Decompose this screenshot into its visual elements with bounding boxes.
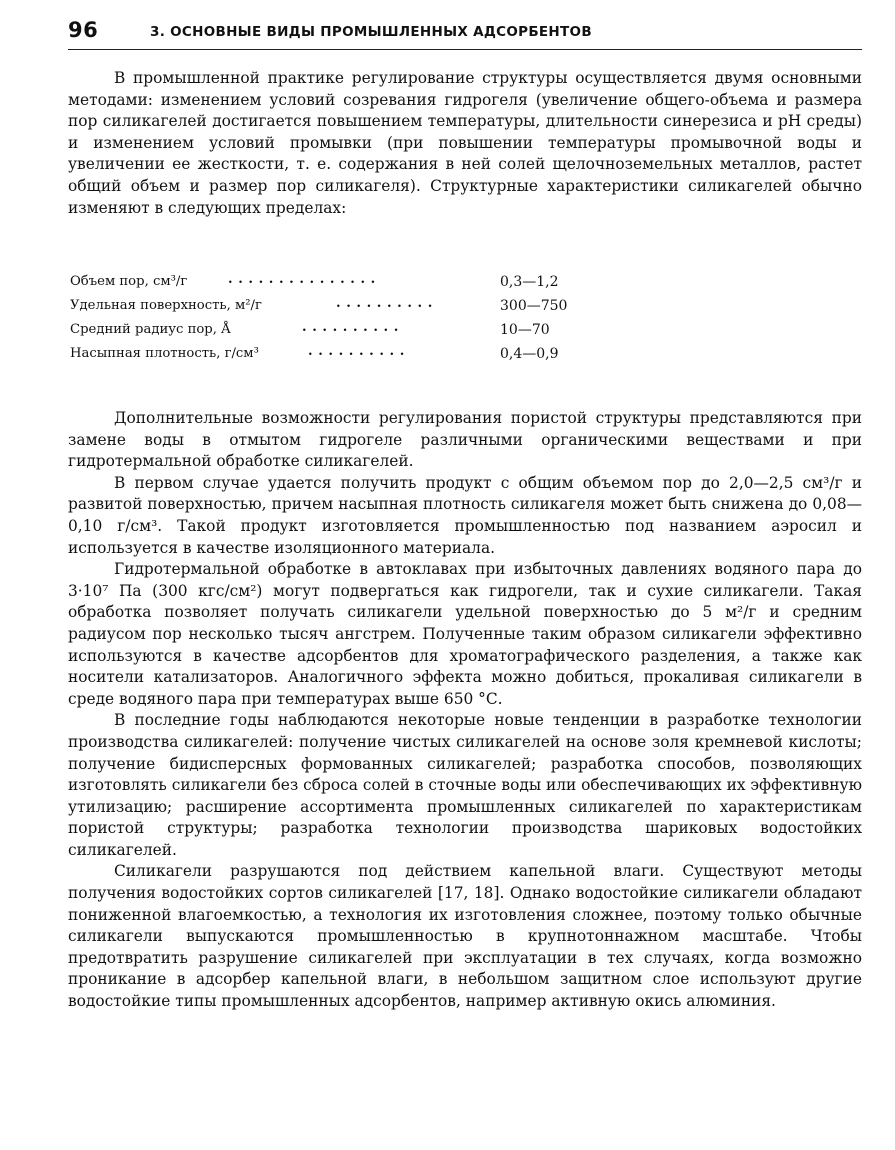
paragraph: В первом случае удается получить продукт с общим объемом пор до 2,0—2,5 см³/г и развитой поверхностью, причем насыпная плотность силикагеля может быть снижена до 0,08—0,10 г/см³. Такой продукт изготовляется промышленностью под названием аэросил и используется в качестве изоляционного материала. xyxy=(68,473,862,557)
page-number: 96 xyxy=(68,18,99,42)
dot-leader: .......... xyxy=(302,320,404,335)
running-head: 3. ОСНОВНЫЕ ВИДЫ ПРОМЫШЛЕННЫХ АДСОРБЕНТОВ xyxy=(150,24,592,40)
paragraph: Гидротермальной обработке в автоклавах при избыточных давлениях водяного пара до 3·10⁷ Па (300 кгс/см²) могут подвергаться как гидрогели, так и сухие силикагели. Такая обработка позволяет получать силикагели удельной поверхностью до 5 м²/г и средним радиусом пор несколько тысяч ангстрем. Полученные таким образом силикагели эффективно используются в качестве адсорбентов для хроматографического разделения, а также как носители катализаторов. Аналогичного эффекта можно добиться, прокаливая силикагели в среде водяного пара при температурах выше 650 °С. xyxy=(68,560,862,708)
page-header xyxy=(68,18,862,48)
text-block-top xyxy=(68,68,862,219)
spec-row xyxy=(70,298,630,322)
dot-leader: ............... xyxy=(228,272,381,287)
paragraph: Дополнительные возможности регулирования пористой структуры представляются при замене воды в отмытом гидрогеле различными органическими веществами и при гидротермальной обработке силикагелей. xyxy=(68,409,862,471)
structure-characteristics-table xyxy=(70,274,630,370)
spec-label: Удельная поверхность, м²/г xyxy=(70,298,262,313)
text-block-bottom xyxy=(68,408,862,1013)
spec-value: 0,3—1,2 xyxy=(500,274,559,290)
spec-row xyxy=(70,274,630,298)
spec-value: 0,4—0,9 xyxy=(500,346,559,362)
spec-label: Объем пор, см³/г xyxy=(70,274,188,289)
dot-leader: .......... xyxy=(308,344,410,359)
spec-row xyxy=(70,346,630,370)
paragraph: В последние годы наблюдаются некоторые новые тенденции в разработке технологии производства силикагелей: получение чистых силикагелей на основе золя кремневой кислоты; получение бидисперсных формованных силикагелей; разработка способов, позволяющих изготовлять силикагели без сброса солей в сточные воды или обеспечивающих их эффективную утилизацию; расширение ассортимента промышленных силикагелей по характеристикам пористой структуры; разработка технологии производства шариковых водостойких силикагелей. xyxy=(68,711,863,859)
dot-leader: .......... xyxy=(336,296,438,311)
spec-row xyxy=(70,322,630,346)
spec-label: Насыпная плотность, г/см³ xyxy=(70,346,259,361)
paragraph: Силикагели разрушаются под действием капельной влаги. Существуют методы получения водостойких сортов силикагелей [17, 18]. Однако водостойкие силикагели обладают пониженной влагоемкостью, а технология их изготовления сложнее, поэтому только обычные силикагели выпускаются промышленностью в крупнотоннажном масштабе. Чтобы предотвратить разрушение силикагелей при эксплуатации в тех случаях, когда возможно проникание в адсорбер капельной влаги, в небольшом защитном слое используют другие водостойкие типы промышленных адсорбентов, например активную окись алюминия. xyxy=(68,862,862,1011)
spec-value: 300—750 xyxy=(500,298,568,314)
paragraph: В промышленной практике регулирование структуры осуществляется двумя основными методами: изменением условий созревания гидрогеля (увеличение общего-объема и размера пор силикагелей достигается повышением температуры, длительности синерезиса и рН среды) и изменением условий промывки (при повышении температуры промывочной воды и увеличении ее жесткости, т. е. содержания в ней солей щелочноземельных металлов, растет общий объем и размер пор силикагеля). Структурные характеристики силикагелей обычно изменяют в следующих пределах: xyxy=(68,69,862,217)
spec-label: Средний радиус пор, Å xyxy=(70,322,231,337)
spec-value: 10—70 xyxy=(500,322,550,338)
header-rule xyxy=(68,49,862,50)
